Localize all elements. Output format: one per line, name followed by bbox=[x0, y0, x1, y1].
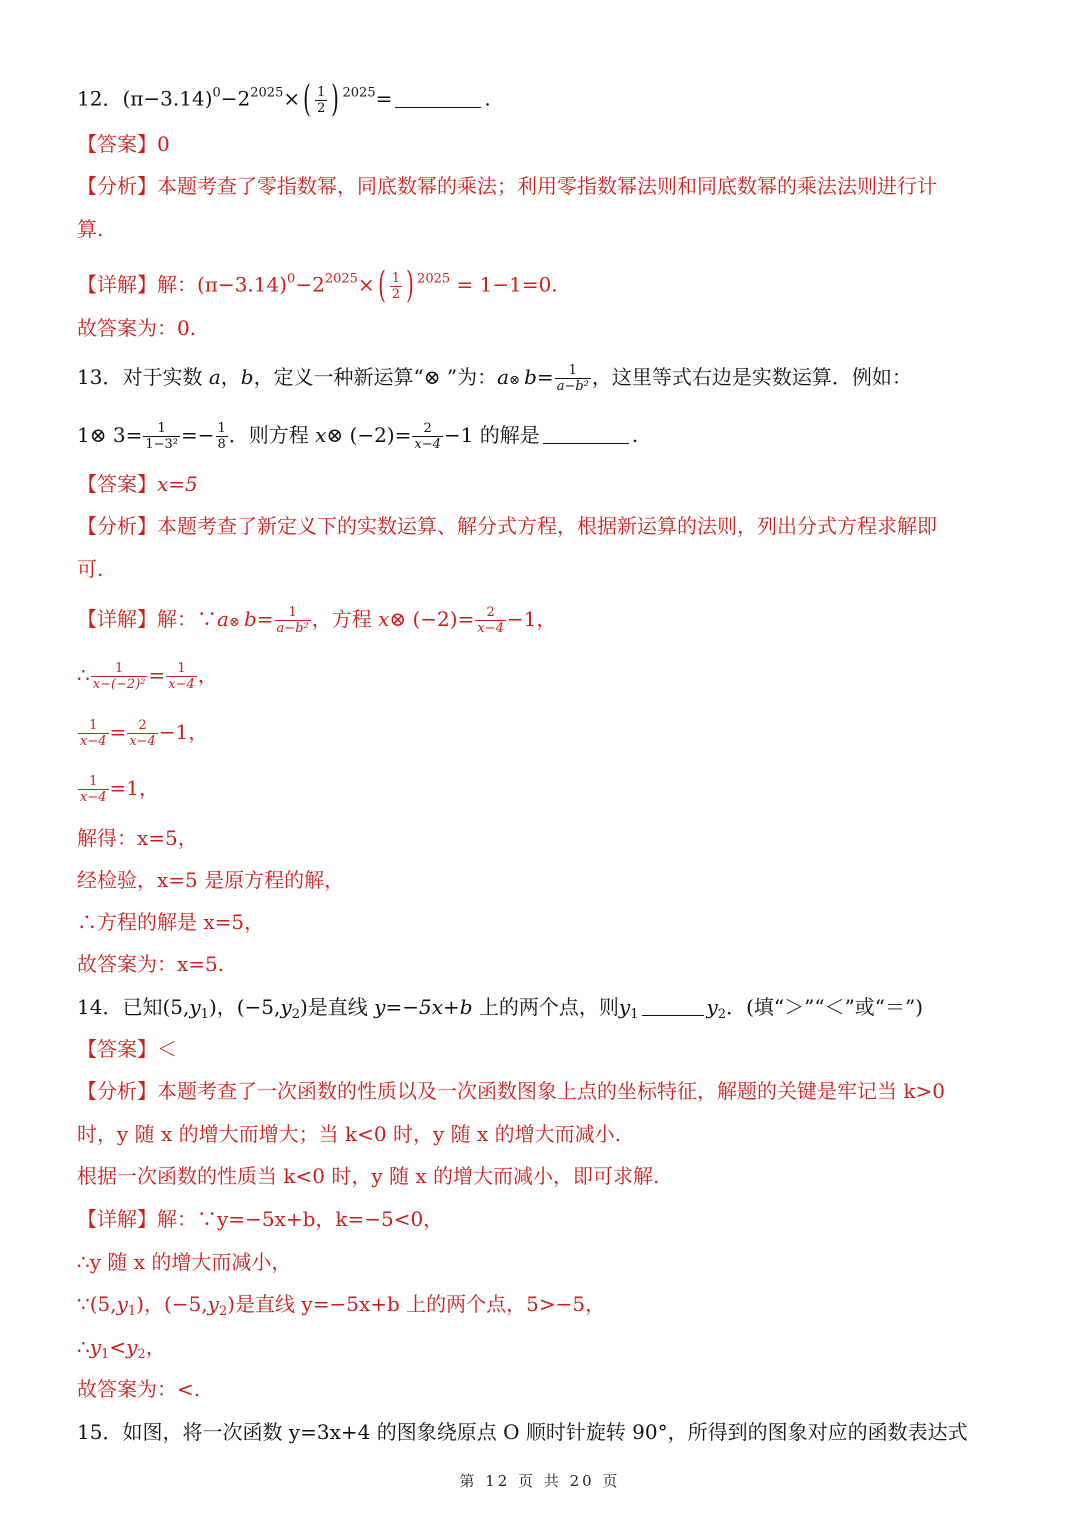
answer-value: 0 bbox=[157, 132, 170, 156]
fraction-numerator: 1 bbox=[157, 421, 166, 436]
fraction-numerator: 1 bbox=[89, 774, 98, 789]
analysis-tag: 【分析】 bbox=[77, 514, 157, 538]
answer-tag: 【答案】 bbox=[77, 472, 157, 496]
q14-detail-line4 bbox=[77, 1334, 166, 1360]
detail-tag: 【详解】 bbox=[77, 272, 157, 297]
detail-var: y bbox=[89, 1335, 102, 1359]
fraction-numerator: 1 bbox=[177, 661, 186, 676]
detail-var: y bbox=[116, 1292, 128, 1316]
fraction-numerator: 1 bbox=[391, 270, 400, 286]
conclusion-text: 故答案为：<. bbox=[77, 1377, 201, 1401]
answer-value: ＜ bbox=[157, 1037, 177, 1061]
q12-expr-part: −2 bbox=[220, 86, 251, 111]
detail-tag: 【详解】 bbox=[77, 607, 157, 631]
detail-text: ，方程 bbox=[311, 607, 379, 631]
q13-step3 bbox=[77, 774, 159, 805]
q13-var: b bbox=[524, 365, 537, 389]
fraction-denominator: x−4 bbox=[129, 734, 156, 749]
q13-var: x bbox=[315, 423, 327, 447]
detail-expr: (π−3.14) bbox=[197, 272, 288, 297]
q13-analysis-line1 bbox=[77, 513, 937, 539]
analysis-text: 本题考查了新定义下的实数运算、解分式方程，根据新运算的法则，列出分式方程求解即 bbox=[157, 514, 937, 538]
answer-value: x=5 bbox=[157, 472, 198, 496]
q14-text: )，(−5, bbox=[208, 995, 281, 1019]
detail-eq: = bbox=[256, 607, 274, 631]
detail-exponent: 2025 bbox=[417, 271, 451, 287]
fraction-denominator: 1−3² bbox=[145, 437, 178, 452]
q14-text: ．(填“＞”“＜”或“＝”) bbox=[726, 995, 924, 1019]
q14-detail-line3 bbox=[77, 1291, 605, 1317]
q12-times: × bbox=[283, 86, 301, 111]
step-text: 解得：x=5， bbox=[77, 826, 198, 850]
step-text: ， bbox=[197, 663, 218, 687]
answer-blank bbox=[395, 87, 481, 108]
q13-step4 bbox=[77, 825, 198, 851]
detail-result: = 1−1=0. bbox=[450, 272, 558, 297]
fraction-numerator: 1 bbox=[288, 605, 297, 620]
q14-detail-line1 bbox=[77, 1206, 443, 1232]
detail-text: −1， bbox=[506, 607, 557, 631]
analysis-tag: 【分析】 bbox=[77, 174, 157, 198]
question-number: 13． bbox=[77, 365, 123, 389]
step-fraction bbox=[78, 774, 109, 805]
q14-text: 上的两个点，则 bbox=[472, 995, 619, 1019]
q13-step6 bbox=[77, 909, 264, 935]
detail-tag: 【详解】 bbox=[77, 1207, 157, 1231]
q13-detail bbox=[77, 605, 556, 636]
q14-var: y bbox=[618, 995, 631, 1019]
detail-text: )，(−5, bbox=[136, 1292, 208, 1316]
detail-var: y bbox=[126, 1335, 138, 1359]
detail-op: ⊗ (−2)= bbox=[389, 607, 475, 631]
q13-line1 bbox=[77, 363, 912, 394]
q13-step5 bbox=[77, 867, 344, 893]
q12-conclusion bbox=[77, 315, 196, 341]
q13-example: ⊗ (−2)= bbox=[326, 423, 412, 447]
analysis-text: 算. bbox=[77, 217, 104, 241]
q13-var: a bbox=[208, 365, 221, 389]
fraction-denominator: x−4 bbox=[168, 677, 195, 692]
q12-end: . bbox=[484, 86, 491, 111]
conclusion-text: 故答案为：0. bbox=[77, 316, 197, 340]
fraction-denominator: x−4 bbox=[477, 621, 504, 636]
q13-text: ，这里等式右边是实数运算．例如： bbox=[591, 365, 912, 389]
detail-fraction bbox=[475, 605, 506, 636]
q13-step2 bbox=[77, 718, 208, 749]
detail-text: )是直线 y=−5x+b 上的两个点，5>−5， bbox=[227, 1292, 606, 1316]
q14-var: y bbox=[280, 995, 292, 1019]
detail-var: y bbox=[207, 1292, 219, 1316]
detail-text: < bbox=[109, 1335, 127, 1359]
q14-conclusion bbox=[77, 1376, 200, 1402]
detail-paren-fraction: ( $\frac{1}{2}$ ) bbox=[377, 265, 414, 306]
q13-text: 对于实数 bbox=[122, 365, 209, 389]
detail-subscript: 2 bbox=[137, 1347, 146, 1362]
detail-text: 解： bbox=[157, 272, 197, 297]
q12-exponent: 2025 bbox=[342, 85, 376, 101]
q14-subscript: 1 bbox=[200, 1007, 209, 1022]
question-number: 14． bbox=[77, 995, 123, 1019]
q13-equation-fraction bbox=[412, 421, 443, 452]
q13-def-fraction bbox=[555, 363, 591, 394]
q14-var: y bbox=[706, 995, 718, 1019]
detail-subscript: 2 bbox=[218, 1304, 228, 1319]
fraction-denominator: x−(−2)² bbox=[92, 677, 146, 692]
q13-example-fraction bbox=[216, 421, 228, 452]
q12-exponent: 0 bbox=[212, 85, 221, 101]
q13-example: 1⊗ 3= bbox=[77, 423, 143, 447]
step-text: =1， bbox=[109, 776, 159, 800]
answer-blank bbox=[642, 995, 704, 1016]
q14-var: y bbox=[189, 995, 201, 1019]
step-text: −1， bbox=[158, 720, 209, 744]
q13-line2 bbox=[77, 421, 638, 452]
analysis-text: 根据一次函数的性质当 k<0 时，y 随 x 的增大而减小，即可求解. bbox=[77, 1164, 660, 1188]
analysis-text: 可. bbox=[77, 557, 104, 581]
step-text: 经检验，x=5 是原方程的解， bbox=[77, 868, 345, 892]
q13-example: −1 的解是 bbox=[443, 423, 540, 447]
q13-eq: = bbox=[536, 365, 554, 389]
q12-analysis-line1 bbox=[77, 173, 937, 199]
fraction-denominator: a−b² bbox=[276, 621, 309, 636]
step-fraction bbox=[166, 661, 197, 692]
detail-exponent: 2025 bbox=[324, 271, 358, 287]
analysis-tag: 【分析】 bbox=[77, 1079, 157, 1103]
question-text: 15．如图，将一次函数 y=3x+4 的图象绕原点 O 顺时针旋转 90°，所得到的图象对应的函数表达式 bbox=[77, 1420, 968, 1444]
answer-tag: 【答案】 bbox=[77, 132, 157, 156]
fraction-numerator: 2 bbox=[138, 718, 147, 733]
detail-op: ⊗ bbox=[228, 615, 244, 630]
q12-exponent: 2025 bbox=[250, 85, 284, 101]
step-fraction bbox=[78, 718, 109, 749]
step-fraction bbox=[91, 661, 148, 692]
fraction-numerator: 1 bbox=[89, 718, 98, 733]
fraction-denominator: a−b² bbox=[556, 379, 589, 394]
step-eq: = bbox=[148, 663, 166, 687]
q12-expr-part: (π−3.14) bbox=[122, 86, 213, 111]
detail-subscript: 1 bbox=[127, 1304, 137, 1319]
q14-subscript: 1 bbox=[630, 1007, 639, 1022]
q12-paren-fraction: ( $\frac{1}{2}$ ) bbox=[303, 79, 340, 120]
fraction-denominator: x−4 bbox=[80, 734, 107, 749]
detail-text: ∴ bbox=[77, 1335, 90, 1359]
q14-subscript: 2 bbox=[717, 1007, 727, 1022]
q14-detail-line2 bbox=[77, 1249, 291, 1275]
analysis-text: 本题考查了一次函数的性质以及一次函数图象上点的坐标特征，解题的关键是牢记当 k>0 bbox=[157, 1079, 945, 1103]
detail-text: ， bbox=[145, 1335, 166, 1359]
fraction-numerator: 2 bbox=[486, 605, 495, 620]
q12-line bbox=[77, 79, 491, 120]
answer-tag: 【答案】 bbox=[77, 1037, 157, 1061]
fraction-denominator: x−4 bbox=[414, 437, 441, 452]
q14-text: 已知(5, bbox=[122, 995, 190, 1019]
q14-line bbox=[77, 994, 923, 1020]
detail-fraction bbox=[275, 605, 311, 636]
fraction-denominator: 2 bbox=[391, 286, 400, 302]
q12-analysis-line2 bbox=[77, 216, 103, 242]
step-fraction bbox=[127, 718, 158, 749]
detail-var: a bbox=[217, 607, 229, 631]
q14-answer bbox=[77, 1036, 177, 1062]
detail-text: ∵(5, bbox=[77, 1292, 117, 1316]
answer-blank bbox=[543, 423, 629, 444]
step-eq: = bbox=[109, 720, 127, 744]
q13-answer bbox=[77, 471, 198, 497]
question-number: 12． bbox=[77, 86, 123, 111]
q13-text: ，定义一种新运算“⊗ ”为： bbox=[253, 365, 498, 389]
q12-eq: = bbox=[375, 86, 393, 111]
q12-detail bbox=[77, 265, 558, 306]
fraction-numerator: 2 bbox=[423, 421, 432, 436]
detail-times: × bbox=[357, 272, 375, 297]
q14-analysis-line2 bbox=[77, 1121, 621, 1147]
q14-analysis-line3 bbox=[77, 1163, 659, 1189]
step-symbol: ∴ bbox=[77, 663, 90, 687]
conclusion-text: 故答案为：x=5. bbox=[77, 952, 225, 976]
detail-subscript: 1 bbox=[101, 1347, 110, 1362]
q13-end: . bbox=[631, 423, 639, 447]
q13-var: a bbox=[497, 365, 510, 389]
q13-example: =− bbox=[180, 423, 215, 447]
q12-answer bbox=[77, 131, 170, 157]
q14-subscript: 2 bbox=[291, 1007, 300, 1022]
fraction-numerator: 1 bbox=[568, 363, 577, 378]
detail-text: ∴y 随 x 的增大而减小， bbox=[77, 1250, 292, 1274]
analysis-text: 本题考查了零指数幂，同底数幂的乘法；利用零指数幂法则和同底数幂的乘法法则进行计 bbox=[157, 174, 937, 198]
fraction-denominator: x−4 bbox=[80, 790, 107, 805]
q13-text: ， bbox=[220, 365, 241, 389]
detail-exponent: 0 bbox=[287, 271, 296, 287]
q13-var: b bbox=[240, 365, 254, 389]
fraction-denominator: 8 bbox=[217, 437, 226, 452]
analysis-text: 时，y 随 x 的增大而增大；当 k<0 时，y 随 x 的增大而减小. bbox=[77, 1122, 621, 1146]
fraction-numerator: 1 bbox=[114, 661, 124, 676]
detail-var: x bbox=[378, 607, 390, 631]
q14-function: y=−5x+b bbox=[374, 995, 473, 1019]
detail-expr: −2 bbox=[295, 272, 325, 297]
q13-example-fraction bbox=[143, 421, 180, 452]
detail-text: 解：∵ bbox=[157, 607, 217, 631]
q13-op: ⊗ bbox=[509, 373, 525, 388]
fraction-numerator: 1 bbox=[317, 84, 326, 100]
page-number: 第 12 页 共 20 页 bbox=[459, 1472, 621, 1490]
q14-text: )是直线 bbox=[299, 995, 375, 1019]
q14-analysis-line1 bbox=[77, 1078, 945, 1104]
page-footer bbox=[0, 1470, 1080, 1491]
step-text: ∴方程的解是 x=5， bbox=[77, 910, 265, 934]
fraction-numerator: 1 bbox=[217, 421, 226, 436]
detail-text: 解：∵y=−5x+b，k=−5<0， bbox=[157, 1207, 444, 1231]
q15-line bbox=[77, 1419, 968, 1445]
q13-analysis-line2 bbox=[77, 556, 103, 582]
q13-step1 bbox=[77, 661, 218, 692]
q13-example: ．则方程 bbox=[228, 423, 316, 447]
detail-var: b bbox=[243, 607, 257, 631]
fraction-denominator: 2 bbox=[317, 100, 326, 116]
q13-conclusion bbox=[77, 951, 224, 977]
